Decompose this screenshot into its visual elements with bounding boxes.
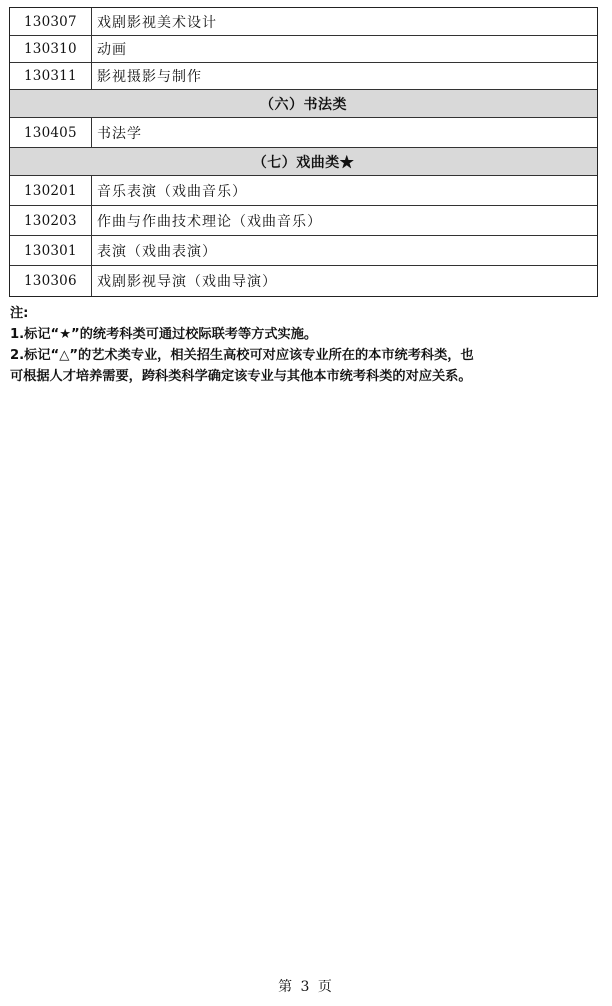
table-row bbox=[10, 236, 597, 266]
major-code: 130201 bbox=[10, 176, 92, 205]
notes-title: 注: bbox=[10, 306, 29, 321]
major-table bbox=[9, 7, 598, 297]
major-code: 130311 bbox=[10, 63, 92, 89]
table-row bbox=[10, 63, 597, 90]
major-name: 戏剧影视美术设计 bbox=[97, 14, 217, 31]
table-row bbox=[10, 8, 597, 36]
table-row bbox=[10, 206, 597, 236]
table-row bbox=[10, 36, 597, 63]
major-code: 130310 bbox=[10, 36, 92, 62]
major-code: 130301 bbox=[10, 236, 92, 265]
major-name: 音乐表演（戏曲音乐） bbox=[97, 183, 247, 200]
major-name: 动画 bbox=[97, 42, 127, 58]
major-code: 130203 bbox=[10, 206, 92, 235]
category-header-opera: （七）戏曲类★ bbox=[10, 148, 597, 176]
note-line-3: 可根据人才培养需要，跨科类科学确定该专业与其他本市统考科类的对应关系。 bbox=[10, 369, 472, 384]
major-code: 130405 bbox=[10, 118, 92, 147]
note-line-2: 2.标记“△”的艺术类专业，相关招生高校可对应该专业所在的本市统考科类，也 bbox=[10, 348, 474, 363]
major-name: 戏剧影视导演（戏曲导演） bbox=[97, 274, 277, 290]
page-number: 第 3 页 bbox=[278, 979, 334, 995]
table-row bbox=[10, 266, 597, 296]
major-name: 影视摄影与制作 bbox=[97, 69, 202, 85]
notes-section bbox=[10, 303, 600, 387]
table-row bbox=[10, 118, 597, 148]
note-line-1: 1.标记“★”的统考科类可通过校际联考等方式实施。 bbox=[10, 327, 318, 342]
major-name: 作曲与作曲技术理论（戏曲音乐） bbox=[97, 213, 322, 230]
major-name: 书法学 bbox=[97, 125, 142, 142]
major-code: 130307 bbox=[10, 8, 92, 35]
table-row bbox=[10, 176, 597, 206]
major-code: 130306 bbox=[10, 266, 92, 296]
major-name: 表演（戏曲表演） bbox=[97, 243, 217, 260]
category-header-calligraphy: （六）书法类 bbox=[10, 90, 597, 118]
